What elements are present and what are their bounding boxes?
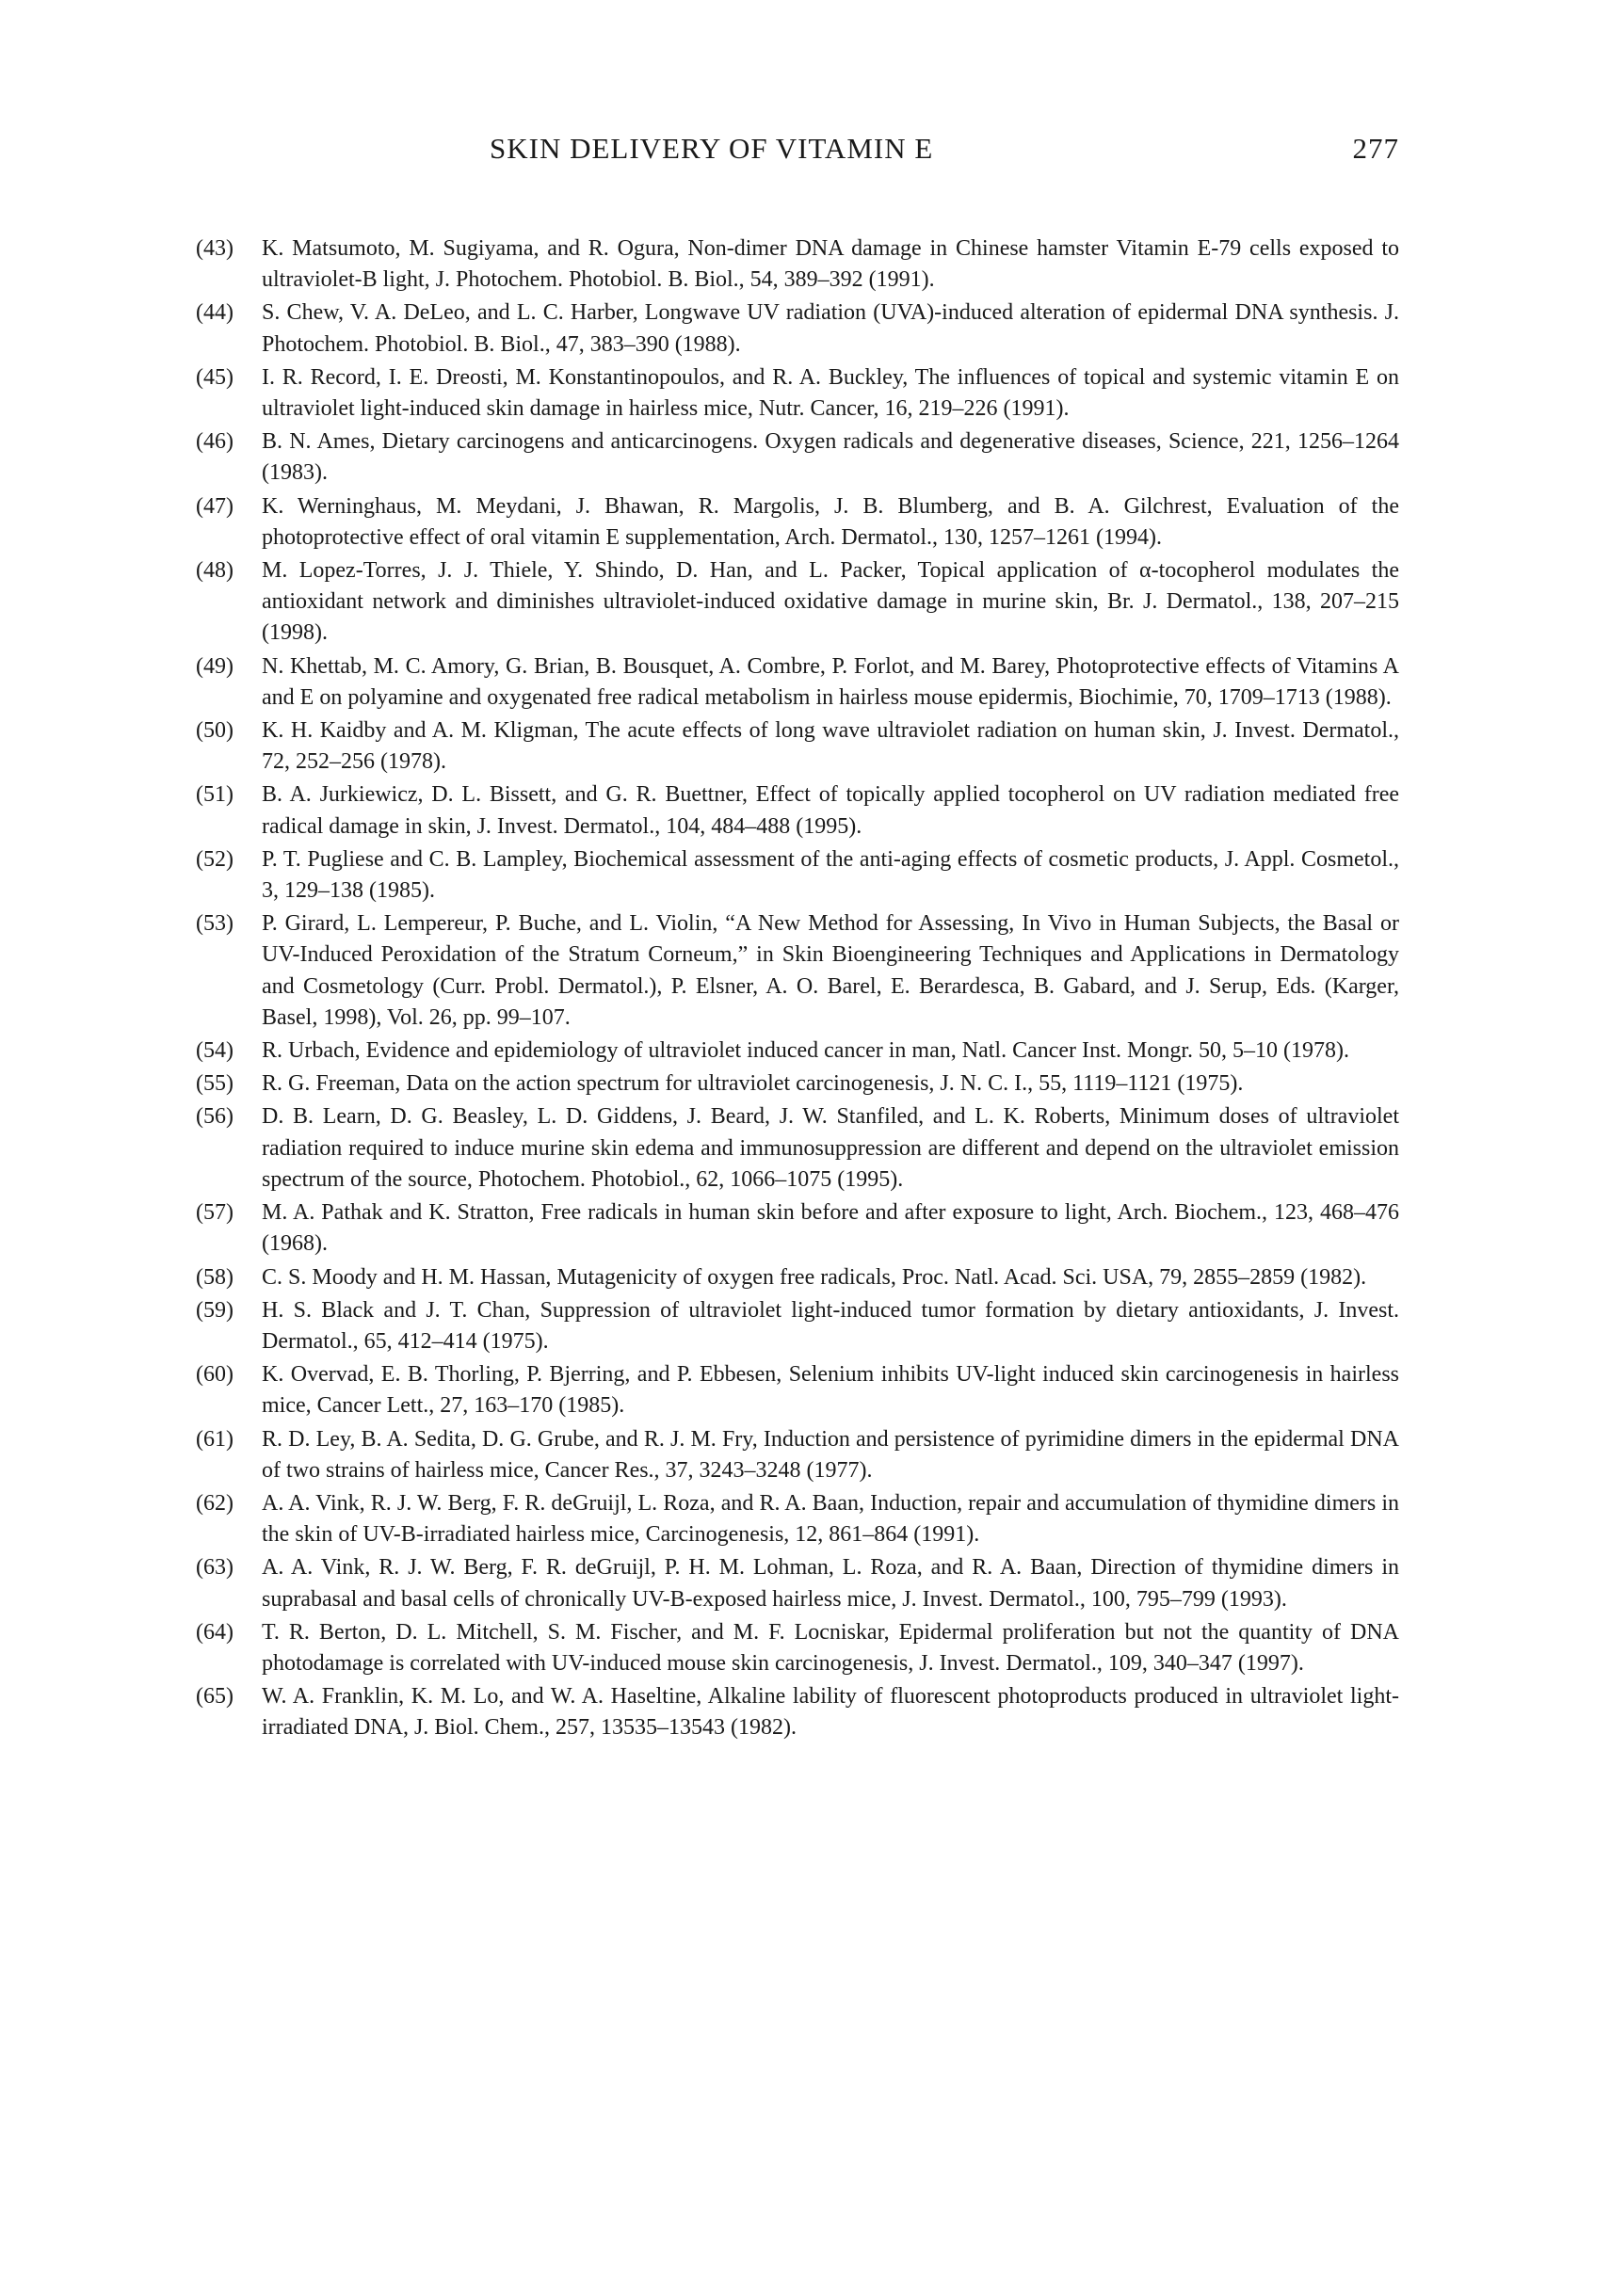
reference-text: P. Girard, L. Lempereur, P. Buche, and L. Violin, “A New Method for Assessing, In Vivo in Human Subjects, the Basal or UV-Induced Peroxidation of the Stratum Corneum,” in Skin Bioengineering Techniques and Applications in Dermatology and Cosmetology (Curr. Probl. Dermatol.), P. Elsner, A. O. Barel, E. Berardesca, B. Gabard, and J. Serup, Eds. (Karger, Basel, 1998), Vol. 26, pp. 99–107. (262, 911, 1399, 1030)
reference-text: M. A. Pathak and K. Stratton, Free radicals in human skin before and after exposure to light, Arch. Biochem., 123, 468–476 (1968). (262, 1200, 1399, 1257)
reference-number: (43) (196, 236, 234, 261)
reference-text: K. Overvad, E. B. Thorling, P. Bjerring, and P. Ebbesen, Selenium inhibits UV-light induced skin carcinogenesis in hairless mice, Cancer Lett., 27, 163–170 (1985). (262, 1362, 1399, 1419)
reference-text: R. D. Ley, B. A. Sedita, D. G. Grube, and R. J. M. Fry, Induction and persistence of pyrimidine dimers in the epidermal DNA of two strains of hairless mice, Cancer Res., 37, 3243–3248 (1977). (262, 1426, 1399, 1483)
reference-54 (196, 1036, 1399, 1067)
reference-text: M. Lopez-Torres, J. J. Thiele, Y. Shindo, D. Han, and L. Packer, Topical application of α-tocopherol modulates the antioxidant network and diminishes ultraviolet-induced oxidative damage in murine skin, Br. J. Dermatol., 138, 207–215 (1998). (262, 558, 1399, 646)
reference-text: K. Werninghaus, M. Meydani, J. Bhawan, R. Margolis, J. B. Blumberg, and B. A. Gilchrest, Evaluation of the photoprotective effect of oral vitamin E supplementation, Arch. Dermatol., 130, 1257–1261 (1994). (262, 493, 1399, 550)
reference-list (196, 233, 1399, 1746)
reference-text: K. H. Kaidby and A. M. Kligman, The acute effects of long wave ultraviolet radiation on human skin, J. Invest. Dermatol., 72, 252–256 (1978). (262, 718, 1399, 775)
reference-48 (196, 555, 1399, 650)
reference-number: (59) (196, 1297, 234, 1323)
reference-46 (196, 426, 1399, 489)
reference-number: (65) (196, 1684, 234, 1710)
reference-59 (196, 1295, 1399, 1357)
reference-52 (196, 844, 1399, 907)
reference-text: K. Matsumoto, M. Sugiyama, and R. Ogura, Non-dimer DNA damage in Chinese hamster Vitamin E-79 cells exposed to ultraviolet-B light, J. Photochem. Photobiol. B. Biol., 54, 389–392 (1991). (262, 236, 1399, 293)
reference-text: P. T. Pugliese and C. B. Lampley, Biochemical assessment of the anti-aging effects of cosmetic products, J. Appl. Cosmetol., 3, 129–138 (1985). (262, 846, 1399, 904)
reference-number: (57) (196, 1200, 234, 1226)
reference-text: I. R. Record, I. E. Dreosti, M. Konstantinopoulos, and R. A. Buckley, The influences of topical and systemic vitamin E on ultraviolet light-induced skin damage in hairless mice, Nutr. Cancer, 16, 219–226 (1991). (262, 364, 1399, 422)
reference-49 (196, 651, 1399, 714)
reference-51 (196, 779, 1399, 842)
reference-65 (196, 1681, 1399, 1743)
reference-text: R. Urbach, Evidence and epidemiology of ultraviolet induced cancer in man, Natl. Cancer Inst. Mongr. 50, 5–10 (1978). (262, 1038, 1350, 1064)
reference-number: (58) (196, 1264, 234, 1290)
reference-number: (55) (196, 1071, 234, 1097)
reference-62 (196, 1488, 1399, 1550)
reference-58 (196, 1262, 1399, 1293)
reference-number: (49) (196, 653, 234, 679)
reference-number: (53) (196, 911, 234, 937)
page-number: 277 (1352, 132, 1399, 165)
reference-text: W. A. Franklin, K. M. Lo, and W. A. Haseltine, Alkaline lability of fluorescent photoproducts produced in ultraviolet light-irradiated DNA, J. Biol. Chem., 257, 13535–13543 (1982). (262, 1684, 1399, 1741)
reference-number: (44) (196, 300, 234, 326)
reference-text: S. Chew, V. A. DeLeo, and L. C. Harber, Longwave UV radiation (UVA)-induced alteration of epidermal DNA synthesis. J. Photochem. Photobiol. B. Biol., 47, 383–390 (1988). (262, 300, 1399, 357)
reference-55 (196, 1068, 1399, 1100)
reference-45 (196, 362, 1399, 425)
reference-61 (196, 1424, 1399, 1486)
reference-number: (50) (196, 718, 234, 744)
reference-text: A. A. Vink, R. J. W. Berg, F. R. deGruijl, L. Roza, and R. A. Baan, Induction, repair and accumulation of thymidine dimers in the skin of UV-B-irradiated hairless mice, Carcinogenesis, 12, 861–864 (1991). (262, 1490, 1399, 1548)
page-header (490, 132, 1399, 173)
reference-text: T. R. Berton, D. L. Mitchell, S. M. Fischer, and M. F. Locniskar, Epidermal proliferation but not the quantity of DNA photodamage is correlated with UV-induced mouse skin carcinogenesis, J. Invest. Dermatol., 109, 340–347 (1997). (262, 1619, 1399, 1676)
reference-47 (196, 491, 1399, 554)
reference-53 (196, 908, 1399, 1034)
reference-text: D. B. Learn, D. G. Beasley, L. D. Giddens, J. Beard, J. W. Stanfiled, and L. K. Roberts, Minimum doses of ultraviolet radiation required to induce murine skin edema and immunosuppression are different and depend on the ultraviolet emission spectrum of the source, Photochem. Photobiol., 62, 1066–1075 (1995). (262, 1104, 1399, 1192)
reference-number: (52) (196, 846, 234, 872)
reference-44 (196, 297, 1399, 360)
reference-50 (196, 715, 1399, 778)
reference-number: (63) (196, 1555, 234, 1581)
reference-text: C. S. Moody and H. M. Hassan, Mutagenicity of oxygen free radicals, Proc. Natl. Acad. Sci. USA, 79, 2855–2859 (1982). (262, 1264, 1367, 1290)
reference-number: (48) (196, 558, 234, 584)
reference-number: (60) (196, 1362, 234, 1388)
reference-number: (47) (196, 493, 234, 519)
reference-number: (56) (196, 1104, 234, 1130)
reference-text: N. Khettab, M. C. Amory, G. Brian, B. Bousquet, A. Combre, P. Forlot, and M. Barey, Photoprotective effects of Vitamins A and E on polyamine and oxygenated free radical metabolism in hairless mouse epidermis, Biochimie, 70, 1709–1713 (1988). (262, 653, 1399, 710)
reference-number: (45) (196, 364, 234, 390)
reference-text: B. A. Jurkiewicz, D. L. Bissett, and G. R. Buettner, Effect of topically applied tocopherol on UV radiation mediated free radical damage in skin, J. Invest. Dermatol., 104, 484–488 (1995). (262, 782, 1399, 839)
reference-number: (46) (196, 429, 234, 455)
reference-60 (196, 1359, 1399, 1421)
reference-number: (51) (196, 782, 234, 808)
reference-text: A. A. Vink, R. J. W. Berg, F. R. deGruijl, P. H. M. Lohman, L. Roza, and R. A. Baan, Direction of thymidine dimers in suprabasal and basal cells of chronically UV-B-exposed hairless mice, J. Invest. Dermatol., 100, 795–799 (1993). (262, 1555, 1399, 1612)
reference-number: (54) (196, 1038, 234, 1064)
reference-57 (196, 1197, 1399, 1260)
reference-56 (196, 1101, 1399, 1196)
reference-text: B. N. Ames, Dietary carcinogens and anticarcinogens. Oxygen radicals and degenerative diseases, Science, 221, 1256–1264 (1983). (262, 429, 1399, 486)
reference-number: (61) (196, 1426, 234, 1452)
reference-text: R. G. Freeman, Data on the action spectrum for ultraviolet carcinogenesis, J. N. C. I., 55, 1119–1121 (1975). (262, 1071, 1244, 1097)
reference-63 (196, 1552, 1399, 1614)
reference-number: (64) (196, 1619, 234, 1645)
reference-43 (196, 233, 1399, 296)
reference-64 (196, 1617, 1399, 1679)
reference-text: H. S. Black and J. T. Chan, Suppression of ultraviolet light-induced tumor formation by dietary antioxidants, J. Invest. Dermatol., 65, 412–414 (1975). (262, 1297, 1399, 1354)
running-title: SKIN DELIVERY OF VITAMIN E (490, 132, 934, 165)
reference-number: (62) (196, 1490, 234, 1516)
